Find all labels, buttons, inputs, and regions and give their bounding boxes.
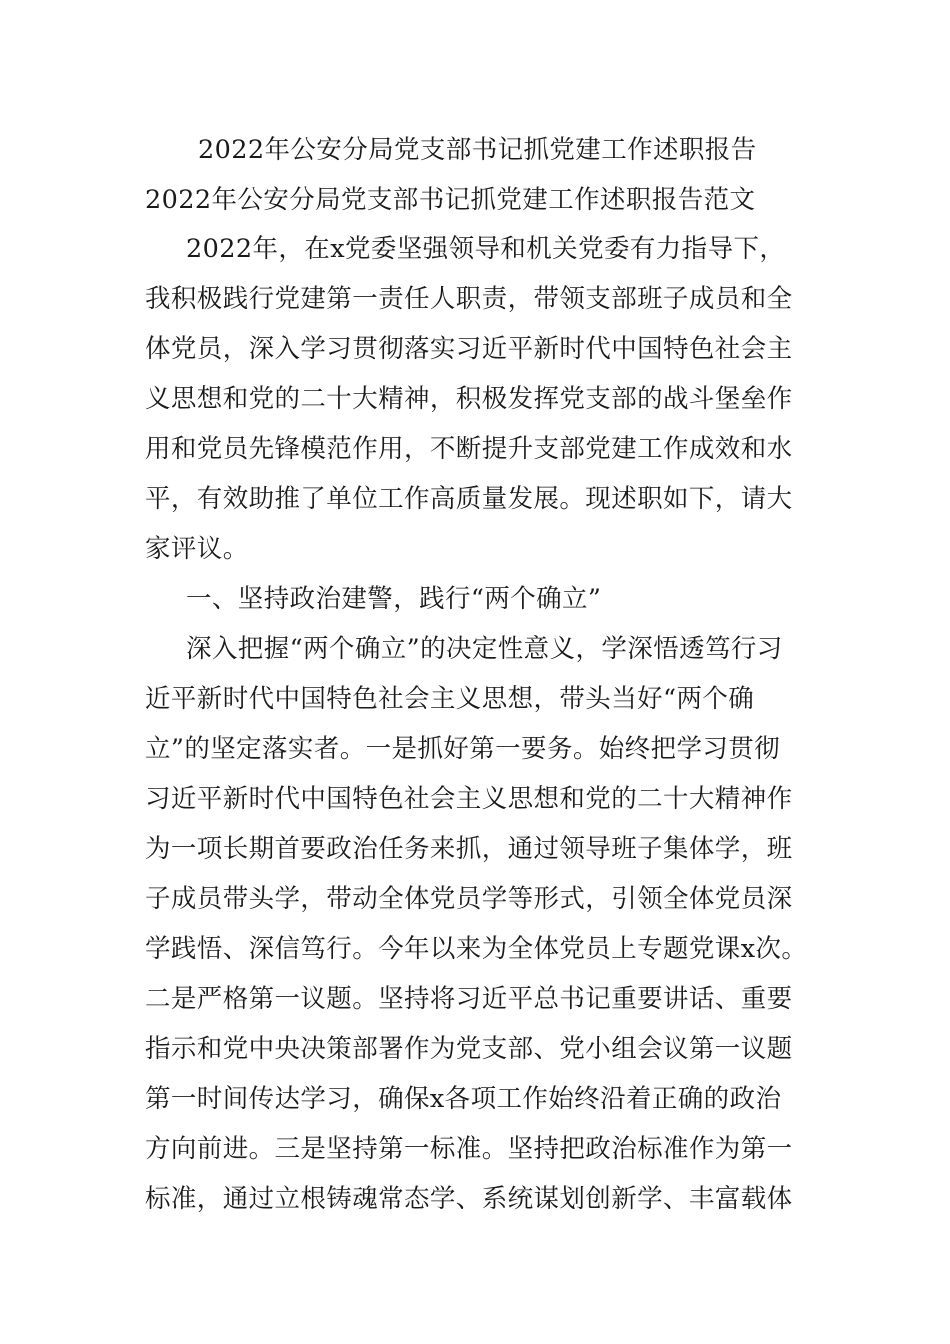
document-subtitle: 2022年公安分局党支部书记抓党建工作述职报告范文 [145, 185, 756, 215]
paragraph-line: 我积极践行党建第一责任人职责，带领支部班子成员和全 [145, 284, 793, 314]
paragraph-line: 习近平新时代中国特色社会主义思想和党的二十大精神作 [145, 784, 793, 814]
paragraph-line: 深入把握“两个确立”的决定性意义，学深悟透笃行习 [186, 634, 783, 664]
paragraph-line: 为一项长期首要政治任务来抓，通过领导班子集体学，班 [145, 834, 793, 864]
paragraph-line: 指示和党中央决策部署作为党支部、党小组会议第一议题 [145, 1034, 793, 1064]
document-title: 2022年公安分局党支部书记抓党建工作述职报告 [198, 135, 757, 165]
paragraph-line: 立”的坚定落实者。一是抓好第一要务。始终把学习贯彻 [145, 734, 781, 764]
paragraph-line: 用和党员先锋模范作用，不断提升支部党建工作成效和水 [145, 434, 793, 464]
paragraph-line: 2022年，在x党委坚强领导和机关党委有力指导下， [186, 234, 786, 264]
paragraph-line: 近平新时代中国特色社会主义思想，带头当好“两个确 [145, 684, 755, 714]
paragraph-line: 平，有效助推了单位工作高质量发展。现述职如下，请大 [145, 484, 793, 514]
paragraph-line: 体党员，深入学习贯彻落实习近平新时代中国特色社会主 [145, 334, 793, 364]
paragraph-line: 家评议。 [145, 534, 249, 564]
paragraph-line: 二是严格第一议题。坚持将习近平总书记重要讲话、重要 [145, 984, 793, 1014]
paragraph-line: 义思想和党的二十大精神，积极发挥党支部的战斗堡垒作 [145, 384, 793, 414]
paragraph-line: 第一时间传达学习，确保x各项工作始终沿着正确的政治 [145, 1084, 782, 1114]
paragraph-line: 学践悟、深信笃行。今年以来为全体党员上专题党课x次。 [145, 934, 808, 964]
section-heading: 一、坚持政治建警，践行“两个确立” [186, 584, 602, 614]
paragraph-line: 方向前进。三是坚持第一标准。坚持把政治标准作为第一 [145, 1134, 793, 1164]
paragraph-line: 子成员带头学，带动全体党员学等形式，引领全体党员深 [145, 884, 793, 914]
paragraph-line: 标准，通过立根铸魂常态学、系统谋划创新学、丰富载体 [145, 1184, 793, 1214]
